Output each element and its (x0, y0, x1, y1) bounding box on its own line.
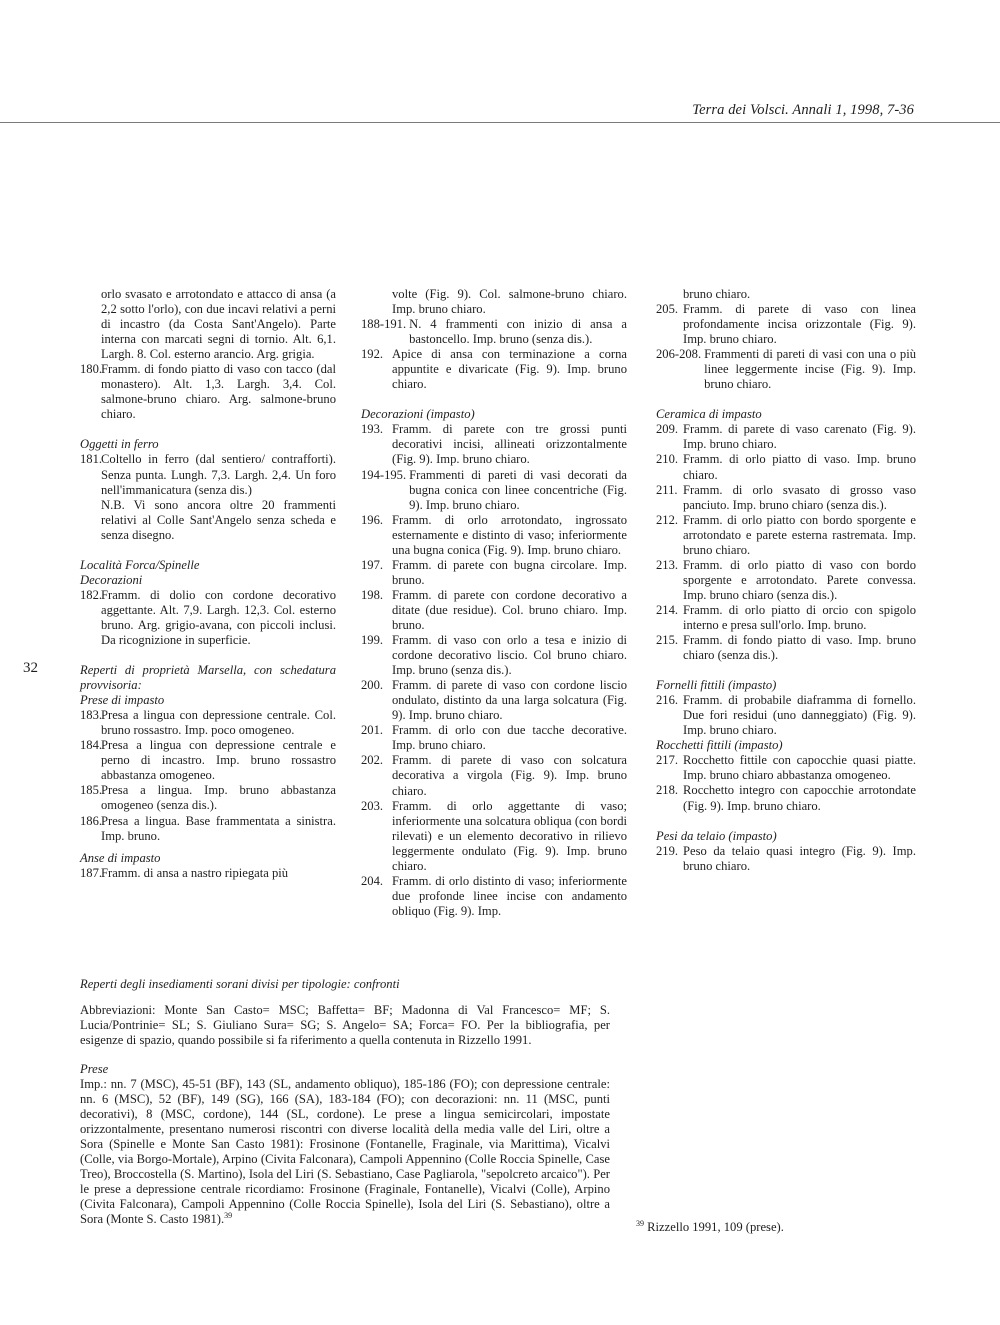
section-heading: Oggetti in ferro (80, 437, 159, 452)
entry-number: 213. (656, 557, 679, 572)
catalog-entry (361, 723, 627, 753)
entry-text: Framm. di parete con tre grossi punti decorativi incisi, allineati orizzontalmente (Fig. 9). Imp. bruno chiaro. (392, 422, 627, 467)
catalog-entry (656, 347, 916, 392)
entry-continuation: bruno chiaro. (683, 287, 751, 301)
entry-number: 201. (361, 723, 384, 738)
section-heading: Reperti di proprietà Marsella, con schedatura provvisoria: (80, 663, 336, 693)
catalog-entry (361, 317, 627, 347)
entry-text: Apice di ansa con terminazione a corna appuntite e divaricate (Fig. 9). Imp. bruno chiaro. (392, 347, 627, 392)
catalog-entry (361, 799, 627, 874)
entry-text: Framm. di orlo aggettante di vaso; inferiormente una solcatura obliqua (con bordi rilevati) e un elemento decorativo in rilievo leggermente ondulato (Fig. 9). Imp. bruno chiaro. (392, 798, 627, 873)
nota-bene: N.B. Vi sono ancora oltre 20 frammenti relativi al Colle Sant'Angelo senza scheda e senza disegno. (101, 497, 336, 542)
entry-text: Presa a lingua con depressione centrale. Col. bruno rossastro. Imp. poco omogeneo. (101, 708, 336, 738)
entry-number: 217. (656, 753, 679, 768)
entry-number: 209. (656, 422, 679, 437)
entry-number: 206-208. (656, 347, 702, 362)
entry-number: 192. (361, 347, 384, 362)
entry-number: 211. (656, 482, 678, 497)
catalog-entry (656, 302, 916, 347)
catalog-entry (361, 753, 627, 798)
catalog-entry (656, 783, 916, 813)
section-heading: Fornelli fittili (impasto) (656, 678, 777, 693)
catalog-entry (361, 422, 627, 467)
catalog-entry (656, 844, 916, 874)
entry-text: Framm. di vaso con orlo a tesa e inizio di cordone decorativo liscio. Col bruno chiaro. Imp. bruno (senza dis.). (392, 633, 627, 678)
entry-text: Framm. di orlo piatto con bordo sporgente e arrotondato e parete esterna rastremata. Imp. bruno chiaro. (683, 512, 916, 557)
column-2 (361, 287, 627, 919)
abbreviations-paragraph: Abbreviazioni: Monte San Casto= MSC; Baffetta= BF; Madonna di Val Francesco= MF; S. Lucia/Pontrinie= SL; S. Giuliano Sura= SG; S. Angelo= SA; Forca= FO. Per la bibliografia, per esigenze di spazio, quando possibile si fa riferimento a quella contenuta in Rizzello 1991. (80, 1003, 610, 1048)
catalog-entry (656, 513, 916, 558)
entry-number: 219. (656, 843, 679, 858)
catalog-entry (361, 633, 627, 678)
prese-paragraph: Imp.: nn. 7 (MSC), 45-51 (BF), 143 (SL, andamento obliquo), 185-186 (FO); con depressione centrale: nn. 6 (MSC), 52 (BF), 149 (SG), 166 (SA), 183-184 (FO); con decorazioni: nn. 11 (MSC, punti decorativi), 8 (MSC, cordone), 144 (SL, cordone). Le prese a lingua semicircolari, impostate orizzontalmente, presentano numerosi riscontri con diverse località della media valle del Liri, oltre a Sora (Spinelle e Monte San Casto 1981): Frosinone (Fontanelle, Fraginale, via Marittima), Vicalvi (Colle, via Borgo-Mortale), Arpino (Civita Falconara), Campoli Appennino (Colle Roccia Spinelle, Case Treo), Broccostella (S. Martino), Isola del Liri (S. Sebastiano, Case Pagliarola, "sepolcreto arcaico"). Per le prese a depressione centrale ricordiamo: Frosinone (Fraginale, Fontanelle), Vicalvi (Colle), Arpino (Civita Falconara), Campoli Appennino (Colle Roccia Spinelle), Isola del Liri (S. Sebastiano), oltre a Sora (Monte S. Casto 1981).$^{39}$ (80, 1077, 610, 1227)
catalog-entry (656, 633, 916, 663)
subsection-heading: Decorazioni (80, 572, 143, 587)
entry-text: Framm. di fondo piatto di vaso. Imp. bruno chiaro (senza dis.). (683, 633, 916, 663)
entry-number: 212. (656, 512, 679, 527)
catalog-entry (656, 452, 916, 482)
entry-text: Presa a lingua. Base frammentata a sinistra. Imp. bruno. (101, 813, 336, 843)
entry-text: Framm. di fondo piatto di vaso con tacco (dal monastero). Alt. 1,3. Largh. 3,4. Col. salmone-bruno chiaro. Arg. salmone-bruno chiaro. (101, 362, 336, 422)
header-rule (0, 122, 1000, 123)
catalog-entry (656, 693, 916, 738)
catalog-entry (80, 588, 336, 648)
entry-number: 196. (361, 512, 384, 527)
catalog-entry (656, 483, 916, 513)
entry-text: Framm. di probabile diaframma di fornello. Due fori residui (uno danneggiato) (Fig. 9). Imp. bruno chiaro. (683, 693, 916, 738)
entry-number: 183. (80, 708, 103, 723)
section-heading: Pesi da telaio (impasto) (656, 828, 777, 843)
entry-text: Frammenti di pareti di vasi decorati da bugna conica con linee concentriche (Fig. 9). Imp. bruno chiaro. (409, 467, 627, 512)
catalog-entry (80, 708, 336, 738)
footnote-number: 39 (636, 1218, 644, 1228)
catalog-entry (656, 558, 916, 603)
entry-text: Framm. di orlo svasato di grosso vaso panciuto. Imp. bruno chiaro (senza dis.). (683, 482, 916, 512)
catalog-entry (80, 866, 336, 881)
entry-text: Framm. di parete di vaso carenato (Fig. 9). Imp. bruno chiaro. (683, 422, 916, 452)
entry-number: 188-191. (361, 317, 407, 332)
entry-text: Presa a lingua con depressione centrale e perno di incastro. Imp. bruno rossastro abbastanza omogeneo. (101, 738, 336, 783)
section-heading: Rocchetti fittili (impasto) (656, 738, 783, 753)
entry-text: Rocchetto integro con capocchie arrotondate (Fig. 9). Imp. bruno chiaro. (683, 783, 916, 813)
catalog-entry (361, 588, 627, 633)
catalog-entry (80, 362, 336, 422)
catalog-entry (361, 513, 627, 558)
footnote-text: Rizzello 1991, 109 (prese). (644, 1220, 784, 1234)
entry-text: Framm. di parete di vaso con solcatura decorativa a virgola (Fig. 9). Imp. bruno chiaro. (392, 753, 627, 798)
entry-number: 197. (361, 557, 384, 572)
entry-text: Framm. di orlo piatto di vaso. Imp. bruno chiaro. (683, 452, 916, 482)
entry-number: 194-195. (361, 467, 407, 482)
entry-number: 187. (80, 865, 103, 880)
entry-text: Rocchetto fittile con capocchie quasi piatte. Imp. bruno chiaro abbastanza omogeneo. (683, 753, 916, 783)
entry-number: 210. (656, 452, 679, 467)
catalog-entry (361, 874, 627, 919)
entry-number: 200. (361, 678, 384, 693)
entry-number: 218. (656, 783, 679, 798)
entry-number: 202. (361, 753, 384, 768)
prese-heading: Prese (80, 1062, 109, 1076)
entry-text: Framm. di orlo distinto di vaso; inferiormente due profonde linee incise con andamento obliquo (Fig. 9). Imp. (392, 873, 627, 918)
catalog-entry (80, 814, 336, 844)
entry-text: Framm. di orlo con due tacche decorative. Imp. bruno chiaro. (392, 723, 627, 753)
catalog-entry (656, 603, 916, 633)
entry-number: 199. (361, 633, 384, 648)
catalog-entry (80, 738, 336, 783)
entry-text: Framm. di ansa a nastro ripiegata più (101, 865, 289, 880)
entry-text: Peso da telaio quasi integro (Fig. 9). Imp. bruno chiaro. (683, 843, 916, 873)
entry-number: 215. (656, 633, 679, 648)
catalog-entry (361, 678, 627, 723)
entry-text: Framm. di orlo arrotondato, ingrossato esternamente e distinto di vaso; inferiormente una bugna conica (Fig. 9). Imp. bruno chiaro. (392, 512, 627, 557)
catalog-entry (361, 468, 627, 513)
entry-number: 180. (80, 362, 103, 377)
entry-number: 214. (656, 602, 679, 617)
entry-continuation: volte (Fig. 9). Col. salmone-bruno chiaro. Imp. bruno chiaro. (392, 287, 627, 317)
entry-text: Frammenti di pareti di vasi con una o più linee leggermente incise (Fig. 9). Imp. bruno chiaro. (704, 347, 916, 392)
entry-text: Framm. di orlo piatto di orcio con spigolo interno e presa sull'orlo. Imp. bruno. (683, 602, 916, 632)
subsection-heading: Prese di impasto (80, 693, 165, 708)
footnote-marker: 39 (224, 1211, 233, 1221)
entry-number: 182. (80, 587, 103, 602)
entry-number: 193. (361, 422, 384, 437)
entry-text: Framm. di parete di vaso con linea profondamente incisa orizzontale (Fig. 9). Imp. bruno chiaro. (683, 302, 916, 347)
entry-number: 181. (80, 452, 103, 467)
entry-text: Framm. di dolio con cordone decorativo aggettante. Alt. 7,9. Largh. 12,3. Col. esterno bruno. Arg. grigio-avana, con piccoli inclusi. Da ricognizione in superficie. (101, 587, 336, 647)
catalog-entry (656, 422, 916, 452)
entry-text: Framm. di parete di vaso con cordone liscio ondulato, distinto da una larga solcatura (Fig. 9). Imp. bruno chiaro. (392, 678, 627, 723)
entry-number: 203. (361, 798, 384, 813)
section-heading: Località Forca/Spinelle (80, 557, 200, 572)
catalog-entry (656, 753, 916, 783)
entry-text: N. 4 frammenti con inizio di ansa a bastoncello. Imp. bruno (senza dis.). (409, 317, 627, 347)
entry-number: 216. (656, 693, 679, 708)
section-heading: Ceramica di impasto (656, 407, 762, 422)
entry-number: 185. (80, 783, 103, 798)
entry-text: Coltello in ferro (dal sentiero/ contrafforti). Senza punta. Lungh. 7,3. Largh. 2,4. Un foro nell'immanicatura (senza dis.) (101, 452, 336, 497)
catalog-entry (80, 783, 336, 813)
entry-number: 198. (361, 587, 384, 602)
column-1 (80, 287, 336, 881)
page-number: 32 (23, 660, 38, 676)
catalog-entry (361, 347, 627, 392)
catalog-entry (361, 558, 627, 588)
footnote (636, 1220, 784, 1235)
catalog-entry (80, 452, 336, 497)
subsection-heading: Anse di impasto (80, 850, 161, 865)
running-head: Terra dei Volsci. Annali 1, 1998, 7-36 (692, 102, 914, 118)
column-3 (656, 287, 916, 874)
entry-number: 205. (656, 302, 679, 317)
entry-number: 184. (80, 738, 103, 753)
entry-number: 186. (80, 813, 103, 828)
entry-text: Presa a lingua. Imp. bruno abbastanza omogeneo (senza dis.). (101, 783, 336, 813)
entry-continuation: orlo svasato e arrotondato e attacco di ansa (a 2,2 sotto l'orlo), con due incavi relativi a perni di incastro (da Costa Sant'Angelo). Parte interna con marcati segni di tornio. Alt. 6,1. Largh. 8. Col. esterno arancio. Arg. grigia. (101, 287, 336, 362)
comparisons-heading: Reperti degli insediamenti sorani divisi per tipologie: confronti (80, 977, 400, 991)
entry-text: Framm. di orlo piatto di vaso con bordo sporgente e arrotondato. Parete convessa. Imp. bruno chiaro (senza dis.). (683, 557, 916, 602)
entry-text: Framm. di parete con bugna circolare. Imp. bruno. (392, 557, 627, 587)
section-heading: Decorazioni (impasto) (361, 407, 475, 422)
entry-number: 204. (361, 873, 384, 888)
entry-text: Framm. di parete con cordone decorativo a ditate (due residue). Col. bruno chiaro. Imp. bruno. (392, 587, 627, 632)
